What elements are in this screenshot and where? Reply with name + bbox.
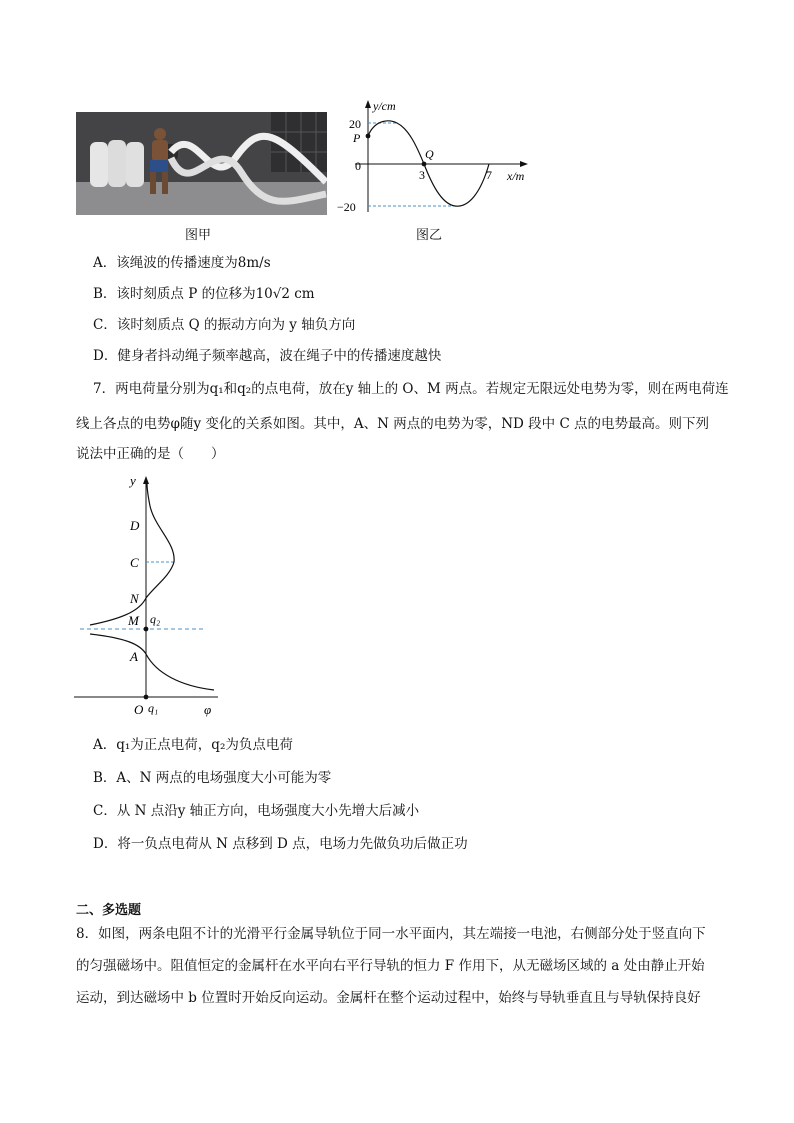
q6-option-b: B．该时刻质点 P 的位移为10√2 cm (93, 286, 315, 302)
wave-x-arrow-icon (520, 161, 528, 167)
potential-point-o (144, 695, 149, 700)
q8-line2: 的匀强磁场中。阻值恒定的金属杆在水平向右平行导轨的恒力 F 作用下，从无磁场区域的 a 处由静止开始 (76, 958, 705, 974)
potential-point-m (144, 627, 149, 632)
q7-option-d: D．将一负点电荷从 N 点移到 D 点，电场力先做负功后做正功 (93, 836, 468, 852)
potential-q1-label: q₁ (148, 701, 159, 715)
wave-y-bottom-label: −20 (337, 200, 356, 214)
wave-caption: 图乙 (416, 228, 443, 243)
potential-c-label: C (130, 555, 139, 570)
section-title-multi-choice: 二、多选题 (76, 903, 142, 918)
q7-stem-line3: 说法中正确的是（ ） (76, 446, 225, 462)
wave-x7-label: 7 (486, 168, 492, 182)
q7-option-b: B．A、N 两点的电场强度大小可能为零 (93, 770, 332, 786)
q8-line1: 8．如图，两条电阻不计的光滑平行金属导轨位于同一水平面内，其左端接一电池，右侧部分处于竖直向下 (76, 926, 706, 942)
q7-option-c: C．从 N 点沿y 轴正方向，电场强度大小先增大后减小 (93, 803, 420, 819)
q7-stem-line1: 7．两电荷量分别为q₁和q₂的点电荷，放在y 轴上的 O、M 两点。若规定无限远处电势为零，则在两电荷连 (93, 381, 729, 397)
q6-option-c: C．该时刻质点 Q 的振动方向为 y 轴负方向 (93, 317, 356, 333)
q7-stem-line2: 线上各点的电势φ随y 变化的关系如图。其中，A、N 两点的电势为零，ND 段中 C 点的电势最高。则下列 (76, 416, 710, 432)
potential-d-label: D (130, 518, 140, 533)
wave-y-arrow-icon (365, 100, 371, 108)
wave-y-top-label: 20 (349, 117, 361, 131)
q7-option-a: A．q₁为正点电荷，q₂为负点电荷 (93, 737, 293, 753)
wave-point-p (366, 134, 371, 139)
potential-n-label: N (130, 591, 139, 606)
battle-rope-illustration (76, 112, 327, 215)
wave-q-label: Q (425, 147, 434, 161)
photo-caption: 图甲 (185, 228, 212, 243)
potential-o-label: O (134, 702, 144, 717)
q8-line3: 运动，到达磁场中 b 位置时开始反向运动。金属杆在整个运动过程中，始终与导轨垂直且与导轨保持良好 (76, 990, 701, 1006)
q6-option-a: A．该绳波的传播速度为8m/s (93, 255, 271, 271)
wave-x3-label: 3 (419, 168, 425, 182)
wave-curve (368, 121, 489, 206)
potential-lower-curve (90, 634, 214, 690)
wave-zero-label: 0 (355, 159, 361, 173)
wave-graph (335, 92, 535, 217)
wave-point-q (422, 162, 427, 167)
wave-y-label: y/cm (373, 99, 396, 113)
potential-q2-label: q₂ (150, 612, 161, 626)
wave-x-label: x/m (507, 169, 525, 183)
wave-p-label: P (353, 131, 361, 145)
potential-y-arrow-icon (143, 476, 149, 484)
potential-x-label: φ (204, 702, 212, 717)
potential-y-label: y (130, 473, 136, 488)
battle-rope-photo (76, 112, 327, 215)
potential-graph (70, 468, 230, 720)
potential-a-label: A (130, 649, 138, 664)
potential-m-label: M (128, 613, 139, 628)
q6-option-d: D．健身者抖动绳子频率越高，波在绳子中的传播速度越快 (93, 348, 442, 364)
